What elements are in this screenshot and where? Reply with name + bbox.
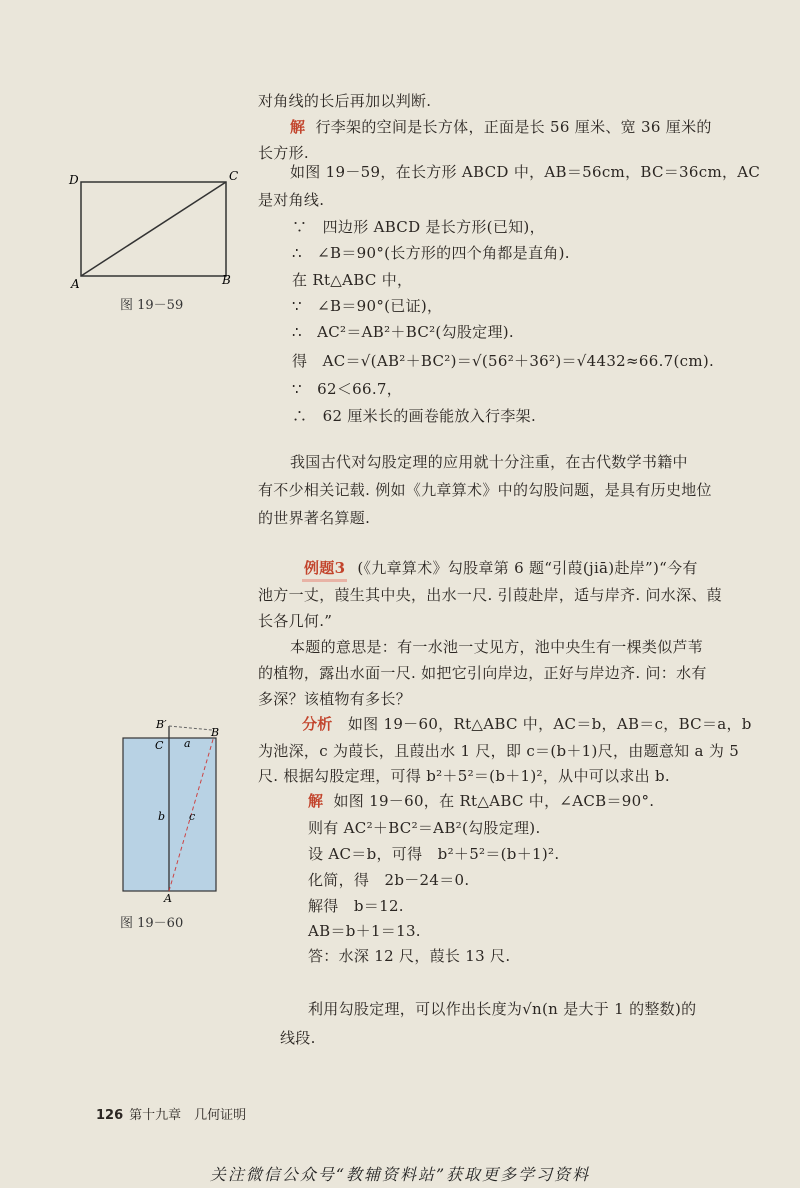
figure-19-60 [112, 716, 232, 906]
text-line: 行李架的空间是长方体，正面是长 56 厘米、宽 36 厘米的 [315, 118, 712, 136]
analysis-label: 分析 [302, 715, 333, 733]
text-line: ∴ AC²＝AB²＋BC²(勾股定理). [292, 323, 514, 341]
example-label: 例题3 [302, 557, 347, 582]
vertex-label-d: D [69, 173, 79, 187]
page-number: 126 [96, 1108, 124, 1123]
point-label-a: A [164, 892, 172, 905]
text-line: ∵ 四边形 ABCD 是长方形(已知)， [292, 218, 545, 236]
text-line: 池方一丈，葭生其中央，出水一尺. 引葭赴岸，适与岸齐. 问水深、葭 [258, 586, 722, 604]
text-line: 为池深，c 为葭长，且葭出水 1 尺，即 c＝(b＋1)尺，由题意知 a 为 5 [258, 742, 740, 760]
text-line: ∵ 62＜66.7， [292, 380, 403, 398]
solution-line [290, 116, 712, 138]
text-line: 解得 b＝12. [308, 897, 404, 915]
text-line: 是对角线. [258, 191, 325, 209]
segment-label-b: b [158, 810, 166, 823]
segment-label-a: a [184, 737, 191, 750]
figure-19-60-caption: 图 19－60 [120, 916, 184, 931]
example-line [302, 557, 698, 582]
segment-label-c: c [189, 810, 196, 823]
text-line: 则有 AC²＋BC²＝AB²(勾股定理). [308, 819, 541, 837]
diagonal-ac [81, 182, 226, 276]
text-line: AB＝b＋1＝13. [308, 922, 421, 940]
text-line: 多深？该植物有多长？ [258, 690, 412, 708]
text-line: (《九章算术》勾股章第 6 题“引葭(jiā)赴岸”)“今有 [357, 559, 698, 577]
text-line: 对角线的长后再加以判断. [258, 92, 432, 110]
chapter-title: 第十九章 几何证明 [129, 1108, 247, 1123]
point-label-b: B [211, 726, 220, 739]
solution-label: 解 [308, 792, 324, 810]
text-line: 有不少相关记载. 例如《九章算术》中的勾股问题，是具有历史地位 [258, 481, 712, 499]
text-line: ∴ 62 厘米长的画卷能放入行李架. [292, 407, 537, 425]
text-line: 如图 19－60，在 Rt△ABC 中，∠ACB＝90°. [333, 792, 655, 810]
text-line: ∴ ∠B＝90°(长方形的四个角都是直角). [292, 244, 570, 262]
text-line: 得 AC＝√(AB²＋BC²)＝√(56²＋36²)＝√4432≈66.7(cm). [292, 352, 715, 370]
text-line: 我国古代对勾股定理的应用就十分注重，在古代数学书籍中 [290, 453, 688, 471]
figure-19-59-caption: 图 19－59 [120, 298, 184, 313]
text-line: 的世界著名算题. [258, 509, 371, 527]
text-line: 如图 19－59，在长方形 ABCD 中，AB＝56cm，BC＝36cm，AC [290, 163, 761, 181]
text-line: 长方形. [258, 144, 309, 162]
text-line: 利用勾股定理，可以作出长度为√n(n 是大于 1 的整数)的 [308, 1000, 697, 1018]
text-line: 本题的意思是：有一水池一丈见方，池中央生有一棵类似芦苇 [290, 638, 704, 656]
page-footer [96, 1104, 246, 1123]
watermark: 关注微信公众号“教辅资料站”获取更多学习资料 [209, 1165, 591, 1184]
water-top-dash [169, 726, 212, 730]
text-line: 在 Rt△ABC 中， [292, 271, 413, 289]
text-line: 答：水深 12 尺，葭长 13 尺. [308, 947, 511, 965]
text-line: 尺. 根据勾股定理，可得 b²＋5²＝(b＋1)²，从中可以求出 b. [258, 767, 670, 785]
text-line: 长各几何.” [258, 612, 333, 630]
vertex-label-c: C [229, 169, 239, 183]
solution-line [308, 790, 654, 812]
solution-label: 解 [290, 118, 306, 136]
text-line: 的植物，露出水面一尺. 如把它引向岸边，正好与岸边齐. 问：水有 [258, 664, 707, 682]
text-line: ∵ ∠B＝90°(已证)， [292, 297, 443, 315]
text-line: 设 AC＝b，可得 b²＋5²＝(b＋1)². [308, 845, 560, 863]
text-line: 线段. [280, 1029, 316, 1047]
vertex-label-b: B [222, 273, 231, 287]
vertex-label-a: A [71, 277, 80, 291]
text-line: 如图 19－60，Rt△ABC 中，AC＝b，AB＝c，BC＝a，b [347, 715, 752, 733]
analysis-line [302, 713, 752, 735]
point-label-c: C [155, 739, 164, 752]
figure-19-59 [66, 168, 246, 293]
point-label-bprime: B′ [156, 718, 167, 731]
text-line: 化简，得 2b－24＝0. [308, 871, 470, 889]
